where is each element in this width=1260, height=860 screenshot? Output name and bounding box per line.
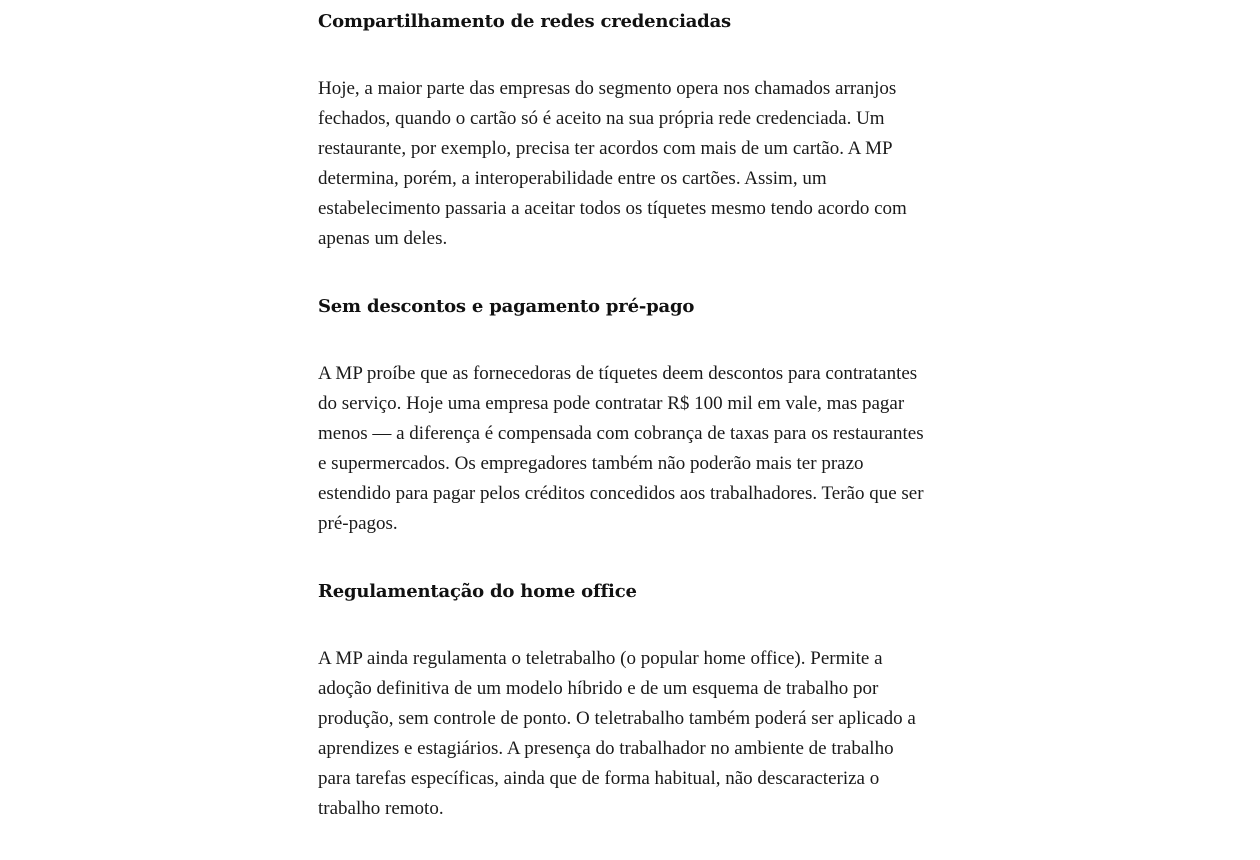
section-paragraph: A MP ainda regulamenta o teletrabalho (o popular home office). Permite a adoção definitiva de um modelo híbrido e de um esquema de trabalho por produção, sem controle de ponto. O teletrabalho também poderá ser aplicado a aprendizes e estagiários. A presença do trabalhador no ambiente de trabalho para tarefas específicas, ainda que de forma habitual, não descaracteriza o trabalho remoto. xyxy=(318,648,916,819)
section-paragraph: Hoje, a maior parte das empresas do segmento opera nos chamados arranjos fechados, quando o cartão só é aceito na sua própria rede credenciada. Um restaurante, por exemplo, precisa ter acordos com mais de um cartão. A MP determina, porém, a interoperabilidade entre os cartões. Assim, um estabelecimento passaria a aceitar todos os tíquetes mesmo tendo acordo com apenas um deles. xyxy=(318,78,907,249)
section-heading: Regulamentação do home office xyxy=(318,581,637,602)
section-paragraph: A MP proíbe que as fornecedoras de tíquetes deem descontos para contratantes do serviço. Hoje uma empresa pode contratar R$ 100 mil em vale, mas pagar menos — a diferença é compensada com cobrança de taxas para os restaurantes e supermercados. Os empregadores também não poderão mais ter prazo estendido para pagar pelos créditos concedidos aos trabalhadores. Terão que ser pré-pagos. xyxy=(318,363,924,534)
section-heading: Compartilhamento de redes credenciadas xyxy=(318,11,731,32)
section-heading: Sem descontos e pagamento pré-pago xyxy=(318,296,695,317)
